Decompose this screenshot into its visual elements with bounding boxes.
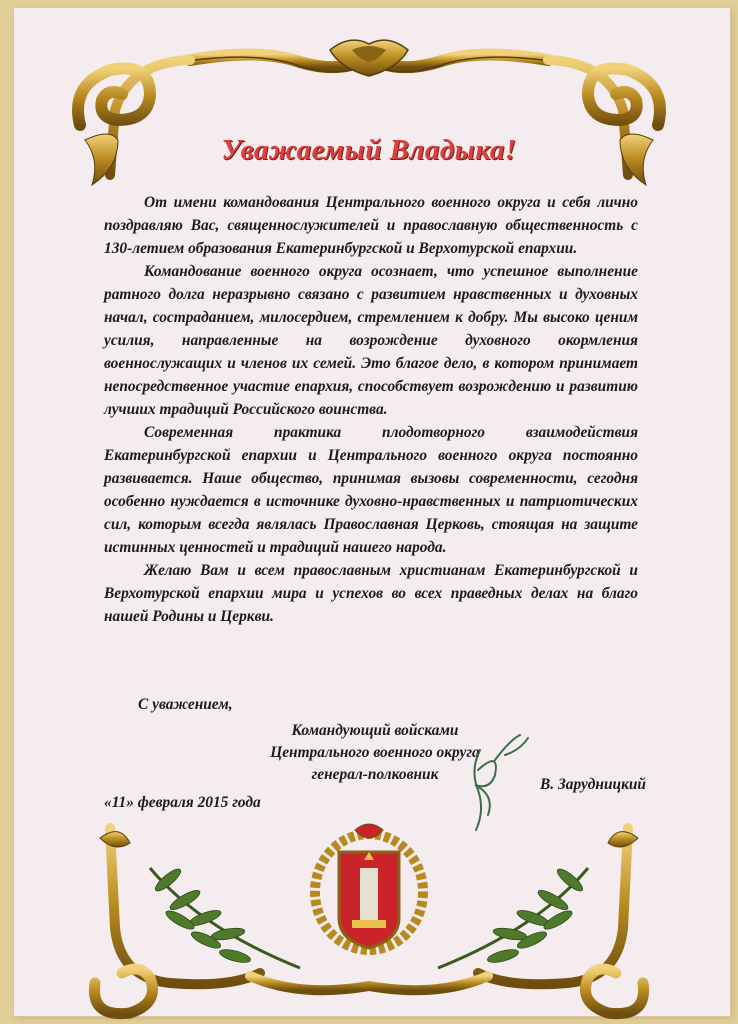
laurel-wreath-scroll-icon bbox=[0, 808, 738, 1024]
title-line: Командующий войсками bbox=[291, 722, 459, 739]
signer-name: В. Зарудницкий bbox=[540, 776, 646, 793]
title-line: генерал-полковник bbox=[311, 766, 439, 783]
paragraph: Желаю Вам и всем православным христианам Екатеринбургской и Верхотурской епархии мира и успехов во всех праведных делах на благо нашей Родины и Церкви. bbox=[104, 562, 638, 625]
military-district-emblem-icon bbox=[315, 824, 423, 950]
baroque-gold-scroll-frame-icon bbox=[0, 0, 738, 210]
paragraph: От имени командования Центрального военного округа и себя лично поздравляю Вас, священнослужителей и православную общественность с 130-летием образования Екатеринбургской и Верхотурской епархии. bbox=[104, 194, 638, 257]
paragraph: Современная практика плодотворного взаимодействия Екатеринбургской епархии и Центрального военного округа постоянно развивается. Наше общество, принимая вызовы современности, сегодня особенно нуждается в источнике духовно-нравственных и патриотических сил, которым всегда являлась Православная Церковь, стоящая на защите истинных ценностей и традиций нашего народа. bbox=[104, 424, 638, 556]
title-line: Центрального военного округа bbox=[270, 744, 480, 761]
letter-date: «11» февраля 2015 года bbox=[104, 794, 261, 811]
paragraph: Командование военного округа осознает, что успешное выполнение ратного долга неразрывно связано с развитием нравственных и духовных начал, состраданием, милосердием, стремлением к добру. Мы высоко ценим усилия, направленные на возрождение духовного окормления военнослужащих и членов их семей. Это благое дело, в котором принимает непосредственное участие епархия, способствует возрождению и развитию лучших традиций Российского воинства. bbox=[104, 263, 638, 418]
closing-regards: С уважением, bbox=[138, 696, 233, 713]
letter-body bbox=[104, 191, 638, 628]
greeting-heading: Уважаемый Владыка! bbox=[221, 134, 517, 166]
